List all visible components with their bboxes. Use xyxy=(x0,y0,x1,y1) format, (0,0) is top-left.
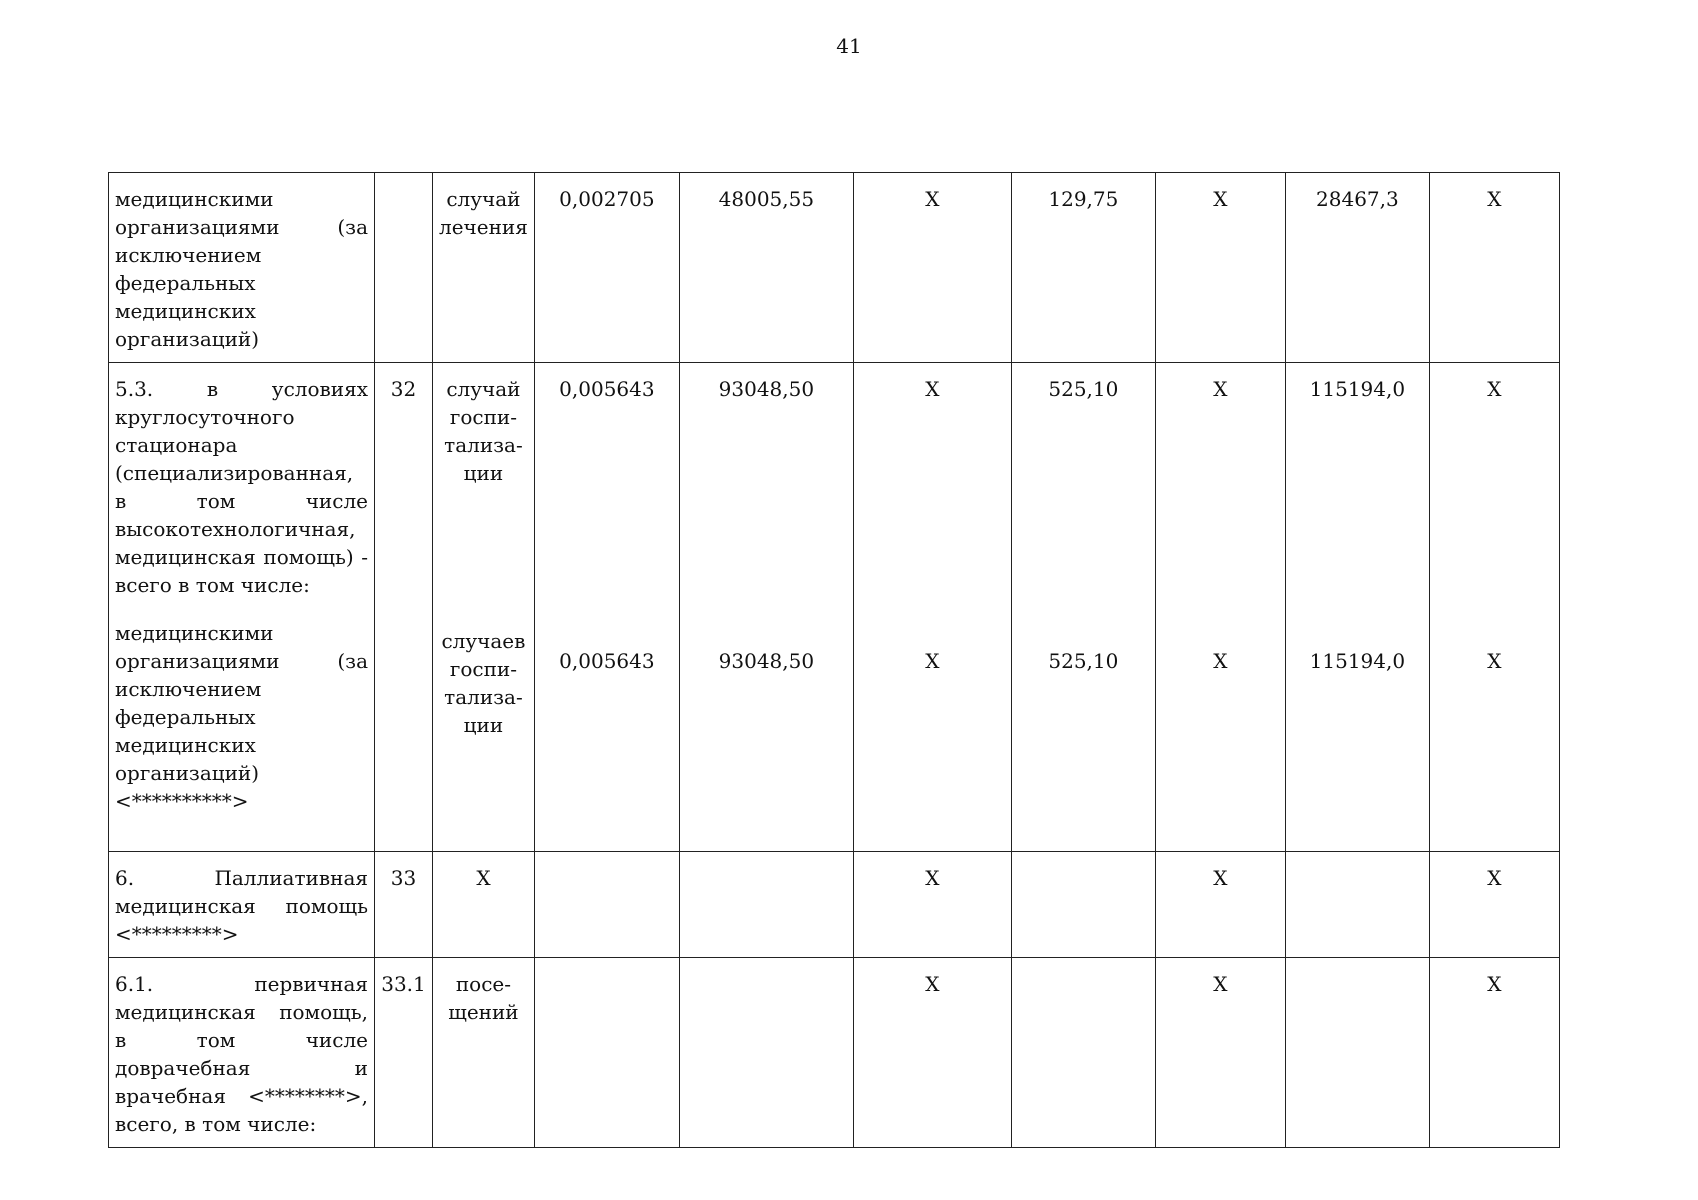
cell-value: 525,10 xyxy=(1048,649,1119,673)
cell-value: X xyxy=(1487,649,1502,673)
value-cell xyxy=(1285,173,1429,363)
value-cell xyxy=(679,363,853,852)
table-row xyxy=(109,852,1560,958)
cell-value: 129,75 xyxy=(1048,187,1119,211)
row-name-cell xyxy=(109,958,375,1148)
row-name: 6.1. первичная медицинская помощь, в том числе доврачебная и врачебная <********>, всего, в том числе: xyxy=(115,972,368,1136)
cell-value: X xyxy=(1213,972,1228,996)
row-number: 32 xyxy=(390,377,417,401)
row-name: медицинскими организациями (за исключением федеральных медицинских организаций) xyxy=(115,187,368,351)
unit-cell xyxy=(433,958,535,1148)
value-cell xyxy=(853,852,1011,958)
cell-value: X xyxy=(1487,187,1502,211)
unit-label: посе-щений xyxy=(448,972,519,1024)
cell-value: 0,005643 xyxy=(559,377,655,401)
cell-value: 93048,50 xyxy=(718,649,815,673)
cell-value: 525,10 xyxy=(1048,377,1119,401)
row-name: 5.3. в условиях круглосуточного стационара (специализированная, в том числе высокотехнологичная, медицинская помощь) - всего в том числе: xyxy=(115,377,368,597)
value-cell xyxy=(1285,958,1429,1148)
cell-value: X xyxy=(925,866,940,890)
value-cell xyxy=(534,958,679,1148)
cell-value: 28467,3 xyxy=(1316,187,1399,211)
value-cell xyxy=(534,363,679,852)
cell-value: 48005,55 xyxy=(718,187,815,211)
value-cell xyxy=(1429,173,1559,363)
value-cell xyxy=(1011,958,1155,1148)
value-cell xyxy=(853,173,1011,363)
row-number-cell xyxy=(375,363,433,852)
value-cell xyxy=(534,173,679,363)
unit-label: случай госпи-тализа-ции xyxy=(444,377,523,485)
cell-value: 115194,0 xyxy=(1309,649,1406,673)
unit-cell xyxy=(433,852,535,958)
row-name-cell xyxy=(109,363,375,852)
value-cell xyxy=(534,852,679,958)
value-cell xyxy=(1155,852,1285,958)
unit-cell xyxy=(433,173,535,363)
row-number-cell xyxy=(375,173,433,363)
value-cell xyxy=(1155,958,1285,1148)
value-cell xyxy=(1011,852,1155,958)
value-cell xyxy=(1011,363,1155,852)
cell-value: X xyxy=(925,972,940,996)
cell-value: X xyxy=(1487,866,1502,890)
cell-value: X xyxy=(925,187,940,211)
row-number: 33 xyxy=(390,866,417,890)
cell-value: X xyxy=(925,649,940,673)
value-cell xyxy=(1429,363,1559,852)
row-number-cell xyxy=(375,852,433,958)
row-name: медицинскими организациями (за исключением федеральных медицинских организаций) <**********> xyxy=(115,621,368,813)
cell-value: 115194,0 xyxy=(1309,377,1406,401)
unit-label: X xyxy=(476,866,491,890)
table-row xyxy=(109,958,1560,1148)
row-name: 6. Паллиативная медицинская помощь <*********> xyxy=(115,866,368,946)
value-cell xyxy=(1011,173,1155,363)
value-cell xyxy=(679,958,853,1148)
row-name-cell xyxy=(109,852,375,958)
cell-value: X xyxy=(925,377,940,401)
cell-value: X xyxy=(1213,377,1228,401)
value-cell xyxy=(853,958,1011,1148)
cell-value: X xyxy=(1213,866,1228,890)
value-cell xyxy=(679,173,853,363)
table-row xyxy=(109,363,1560,852)
value-cell xyxy=(1429,958,1559,1148)
cell-value: 0,002705 xyxy=(559,187,655,211)
page-number: 41 xyxy=(836,34,862,58)
value-cell xyxy=(1155,173,1285,363)
row-number-cell xyxy=(375,958,433,1148)
cell-value: X xyxy=(1487,377,1502,401)
cell-value: 93048,50 xyxy=(718,377,815,401)
value-cell xyxy=(1285,363,1429,852)
cell-value: X xyxy=(1487,972,1502,996)
unit-label: случаев госпи-тализа-ции xyxy=(441,629,526,737)
value-cell xyxy=(679,852,853,958)
unit-label: случай лечения xyxy=(439,187,528,239)
value-cell xyxy=(1285,852,1429,958)
row-name-cell xyxy=(109,173,375,363)
table-row xyxy=(109,173,1560,363)
value-cell xyxy=(853,363,1011,852)
value-cell xyxy=(1155,363,1285,852)
row-number: 33.1 xyxy=(381,972,426,996)
financing-table xyxy=(108,172,1560,1148)
cell-value: 0,005643 xyxy=(559,649,655,673)
cell-value: X xyxy=(1213,649,1228,673)
value-cell xyxy=(1429,852,1559,958)
unit-cell xyxy=(433,363,535,852)
cell-value: X xyxy=(1213,187,1228,211)
